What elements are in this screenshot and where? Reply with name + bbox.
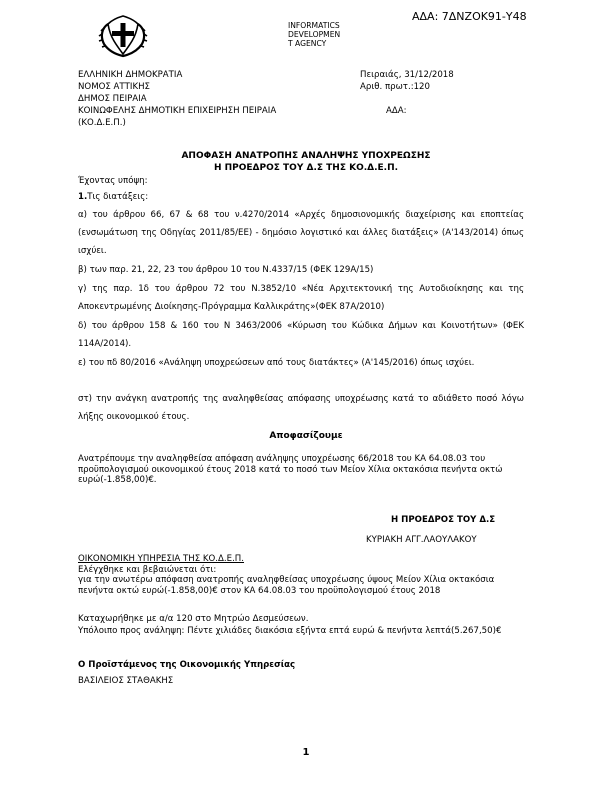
header-ada-label: ΑΔΑ: bbox=[386, 106, 407, 116]
item-a: α) του άρθρου 66, 67 & 68 του ν.4270/2014 «Αρχές δημοσιονομικής διαχείρισης και εποπτείας (ενσωμάτωση της Οδηγίας 2011/85/ΕΕ) - δημόσιο λογιστικό και άλλες διατάξεις» (Α'143/2014) όπως ισχύει. bbox=[78, 210, 524, 256]
finance-registered: Καταχωρήθηκε με α/α 120 στο Μητρώο Δεσμεύσεων. bbox=[78, 614, 309, 624]
signer-name: ΚΥΡΙΑΚΗ ΑΓΓ.ΛΑΟΥΛΑΚΟΥ bbox=[366, 535, 477, 545]
section-heading bbox=[78, 192, 148, 202]
stamp-line: INFORMATICS bbox=[288, 21, 340, 30]
header-line: ΚΟΙΝΩΦΕΛΗΣ ΔΗΜΟΤΙΚΗ ΕΠΙΧΕΙΡΗΣΗ ΠΕΙΡΑΙΑ bbox=[78, 106, 277, 116]
header-date: Πειραιάς, 31/12/2018 bbox=[360, 70, 454, 80]
stamp-line: T AGENCY bbox=[288, 39, 327, 49]
header-line: (ΚΟ.Δ.Ε.Π.) bbox=[78, 118, 126, 128]
item-d: δ) του άρθρου 158 & 160 του Ν 3463/2006 «Κύρωση του Κώδικα Δήμων και Κοινοτήτων» (ΦΕΚ 114Α/2014). bbox=[78, 321, 524, 349]
intro-text: Έχοντας υπόψη: bbox=[78, 176, 148, 186]
section-number: 1. bbox=[78, 192, 88, 202]
informatics-stamp bbox=[288, 21, 340, 49]
finance-checked: Ελέγχθηκε και βεβαιώνεται ότι: bbox=[78, 565, 217, 575]
section-label: Τις διατάξεις: bbox=[87, 192, 149, 202]
greek-emblem-icon bbox=[96, 14, 150, 58]
finance-text: για την ανωτέρω απόφαση ανατροπής αναληφθείσας υποχρέωσης ύψους Μείον Χίλια οκτακόσια πενήντα οκτώ ευρώ(-1.858,00)€ στον ΚΑ 64.08.03 του προϋπολογισμού έτους 2018 bbox=[78, 575, 495, 596]
document-title: ΑΠΟΦΑΣΗ ΑΝΑΤΡΟΠΗΣ ΑΝΑΛΗΨΗΣ ΥΠΟΧΡΕΩΣΗΣ bbox=[181, 151, 431, 161]
finance-head-title: Ο Προϊστάμενος της Οικονομικής Υπηρεσίας bbox=[78, 660, 296, 670]
item-f: στ) την ανάγκη ανατροπής της αναληφθείσας απόφασης υποχρέωσης κατά το αδιάθετο ποσό λόγω λήξης οικονομικού έτους. bbox=[78, 394, 524, 422]
signer-title: Η ΠΡΟΕΔΡΟΣ ΤΟΥ Δ.Σ bbox=[391, 515, 496, 525]
finance-head-name: ΒΑΣΙΛΕΙΟΣ ΣΤΑΘΑΚΗΣ bbox=[78, 676, 174, 686]
header-line: ΔΗΜΟΣ ΠΕΙΡΑΙΑ bbox=[78, 94, 147, 104]
finance-balance: Υπόλοιπο προς ανάληψη: Πέντε χιλιάδες διακόσια εξήντα επτά ευρώ & πενήντα λεπτά(5.267,50)€ bbox=[78, 626, 502, 636]
decision-text: Ανατρέπουμε την αναληφθείσα απόφαση ανάληψης υποχρέωσης 66/2018 του ΚΑ 64.08.03 του προϋπολογισμού οικονομικού έτους 2018 κατά το ποσό των Μείον Χίλια οκτακόσια πενήντα οκτώ ευρώ(-1.858,00)€. bbox=[78, 454, 503, 485]
finance-dept: ΟΙΚΟΝΟΜΙΚΗ ΥΠΗΡΕΣΙΑ ΤΗΣ ΚΟ.Δ.Ε.Π. bbox=[78, 554, 245, 564]
header-line: ΝΟΜΟΣ ΑΤΤΙΚΗΣ bbox=[78, 82, 150, 92]
decision-heading: Αποφασίζουμε bbox=[269, 431, 343, 441]
page-number: 1 bbox=[302, 747, 310, 758]
item-e: ε) του πδ 80/2016 «Ανάληψη υποχρεώσεων από τους διατάκτες» (Α'145/2016) όπως ισχύει. bbox=[78, 358, 475, 368]
header-protocol: Αριθ. πρωτ.:120 bbox=[360, 82, 430, 92]
item-c: γ) της παρ. 1δ του άρθρου 72 του Ν.3852/10 «Νέα Αρχιτεκτονική της Αυτοδιοίκησης και της Αποκεντρωμένης Διοίκησης-Πρόγραμμα Καλλικράτης»(ΦΕΚ 87Α/2010) bbox=[78, 284, 524, 312]
document-subtitle: Η ΠΡΟΕΔΡΟΣ ΤΟΥ Δ.Σ ΤΗΣ ΚΟ.Δ.Ε.Π. bbox=[213, 163, 399, 173]
stamp-line: DEVELOPMEN bbox=[288, 30, 341, 40]
ada-code: ΑΔΑ: 7ΔΝΖΟΚ91-Υ48 bbox=[412, 10, 527, 23]
item-b: β) των παρ. 21, 22, 23 του άρθρου 10 του Ν.4337/15 (ΦΕΚ 129Α/15) bbox=[78, 265, 374, 275]
header-line: ΕΛΛΗΝΙΚΗ ΔΗΜΟΚΡΑΤΙΑ bbox=[78, 70, 183, 80]
